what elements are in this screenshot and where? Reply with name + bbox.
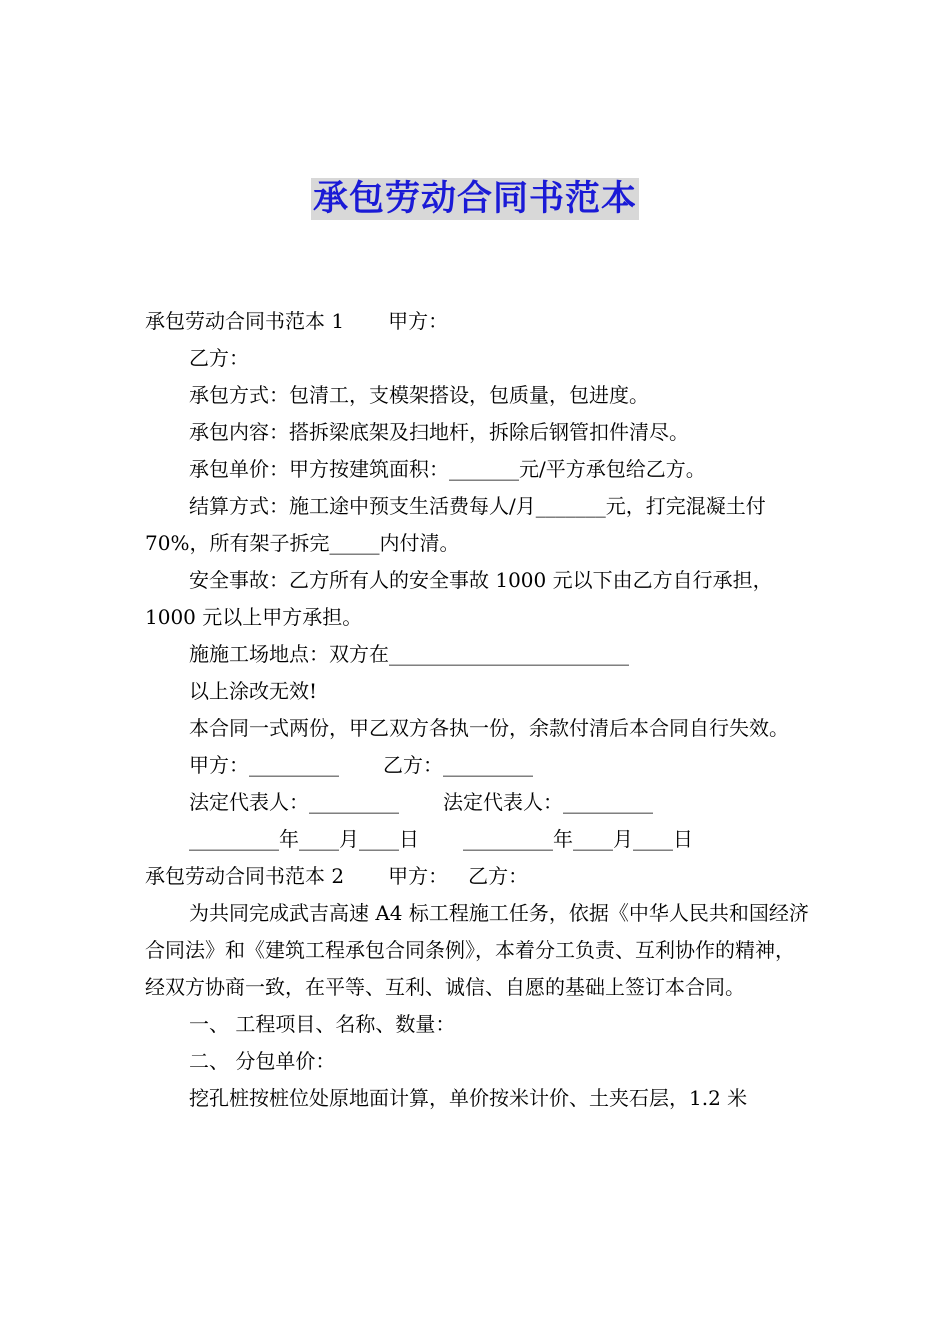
- part1-settlement: [145, 488, 810, 562]
- part1-content: 承包内容：搭拆梁底架及扫地杆，拆除后钢管扣件清尽。: [189, 420, 689, 444]
- site-blank: ________________________: [389, 642, 629, 666]
- unit-price-blank: _______: [449, 457, 519, 481]
- title-text: 承包劳动合同书范本: [312, 179, 637, 219]
- settle-blank-2: _____: [329, 531, 380, 555]
- rep-a-blank: _________: [309, 790, 399, 814]
- part1-heading: 承包劳动合同书范本 1: [145, 309, 345, 333]
- unit-price-label: 承包单价：甲方按建筑面积：: [189, 457, 449, 481]
- part2-item-2: 二、 分包单价：: [189, 1049, 336, 1073]
- part2-intro: 为共同完成武吉高速 A4 标工程施工任务，依据《中华人民共和国经济合同法》和《建筑工程承包合同条例》，本着分工负责、互利协作的精神，经双方协商一致，在平等、互利、诚信、自愿的基础上签订本合同。: [145, 901, 809, 999]
- sign-a-blank: _________: [249, 753, 339, 777]
- part1-representative-line: [145, 784, 810, 821]
- unit-price-unit: 元/平方承包给乙方。: [519, 457, 706, 481]
- part2-party-a: 甲方：: [388, 864, 449, 888]
- part1-site: [145, 636, 810, 673]
- rep-a-label: 法定代表人：: [189, 790, 309, 814]
- part1-copies: 本合同一式两份，甲乙双方各执一份，余款付清后本合同自行失效。: [189, 716, 789, 740]
- sign-b-label: 乙方：: [383, 753, 443, 777]
- part1-signature-line: [145, 747, 810, 784]
- settle-blank-1: _______: [535, 494, 606, 518]
- part1-safety: 安全事故：乙方所有人的安全事故 1000 元以下由乙方自行承担，1000 元以上甲方承担。: [145, 568, 773, 629]
- part1-date-line: [145, 821, 810, 858]
- part1-unit-price: [145, 451, 810, 488]
- part1-no-alter: 以上涂改无效!: [189, 679, 318, 703]
- document-body: [145, 303, 810, 1117]
- part1-party-b: 乙方：: [189, 346, 249, 370]
- date-b: _________年____月____日: [463, 827, 693, 851]
- date-a: _________年____月____日: [189, 827, 419, 851]
- rep-b-blank: _________: [563, 790, 653, 814]
- part1-method: 承包方式：包清工，支模架搭设，包质量，包进度。: [189, 383, 649, 407]
- document-title: [0, 178, 950, 220]
- part2-heading-line: [145, 858, 810, 895]
- part2-party-b: 乙方：: [468, 864, 529, 888]
- rep-b-label: 法定代表人：: [443, 790, 563, 814]
- part2-heading: 承包劳动合同书范本 2: [145, 864, 345, 888]
- part2-item-1: 一、 工程项目、名称、数量：: [189, 1012, 456, 1036]
- part1-party-a: 甲方：: [388, 309, 449, 333]
- settle-text-c: 内付清。: [379, 531, 460, 555]
- sign-b-blank: _________: [443, 753, 533, 777]
- settle-text-a: 结算方式：施工途中预支生活费每人/月: [189, 494, 536, 518]
- part1-heading-line: [145, 303, 810, 340]
- sign-a-label: 甲方：: [189, 753, 249, 777]
- settle-text-b: 元，打完混凝土付 70%，所有架子拆完: [145, 494, 766, 555]
- part2-pile: 挖孔桩按桩位处原地面计算，单价按米计价、土夹石层，1.2 米: [189, 1086, 748, 1110]
- site-label: 施施工场地点：双方在: [189, 642, 389, 666]
